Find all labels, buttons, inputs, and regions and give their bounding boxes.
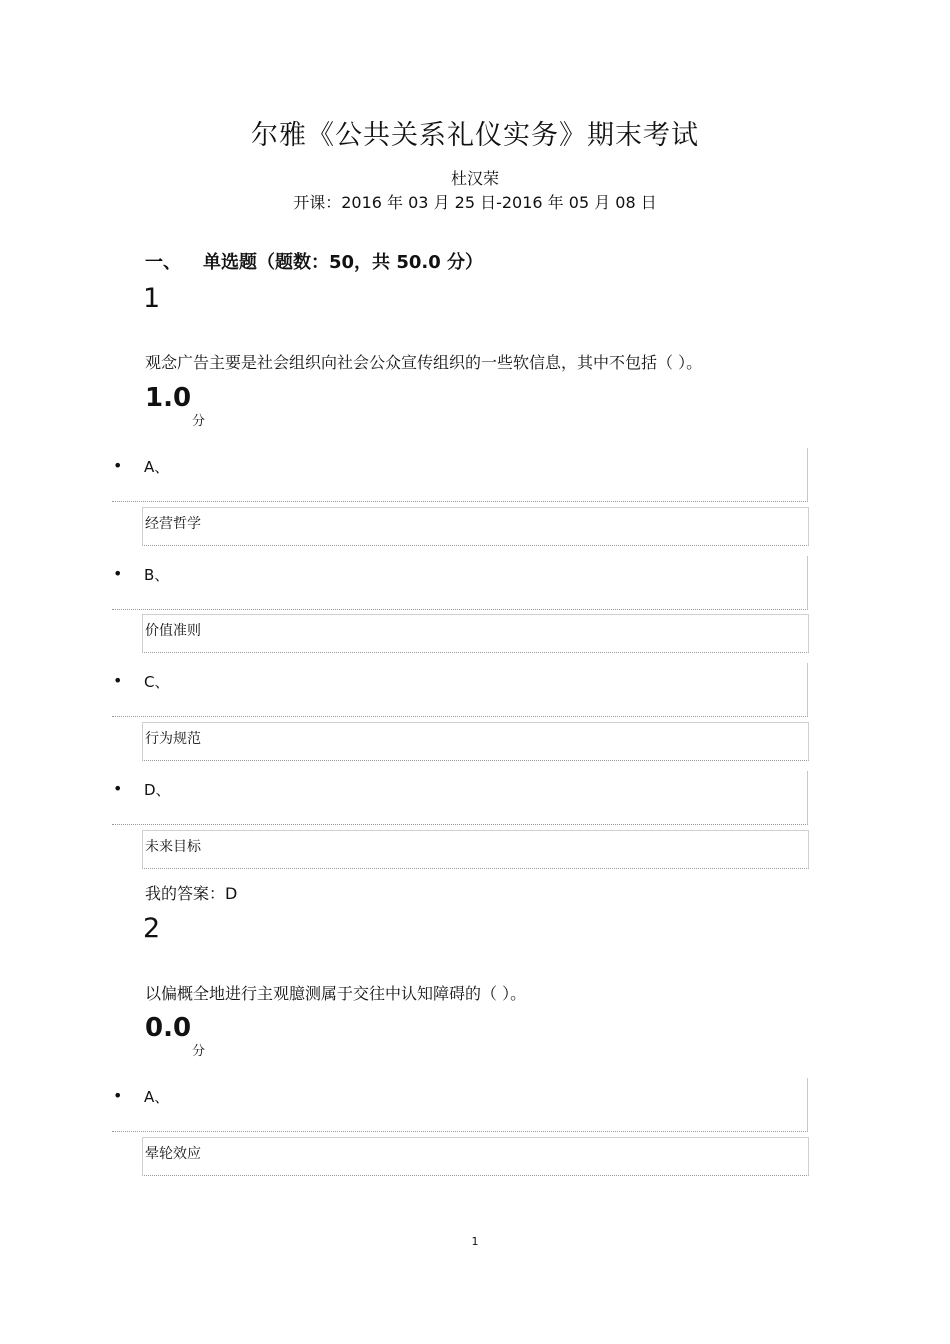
option-text: 经营哲学: [145, 516, 201, 532]
option-row[interactable]: [112, 1078, 808, 1132]
my-answer: 我的答案：D: [145, 884, 238, 903]
option-letter: C、: [144, 673, 170, 691]
question-text: 观念广告主要是社会组织向社会公众宣传组织的一些软信息，其中不包括（ ）。: [145, 353, 703, 372]
option-row[interactable]: [112, 663, 808, 717]
option-text: 行为规范: [145, 731, 201, 747]
bullet-icon: •: [113, 671, 123, 690]
section-heading: [145, 248, 483, 274]
score-unit: 分: [192, 414, 206, 429]
question-number: 2: [143, 913, 161, 944]
course-period: 开课：2016 年 03 月 25 日-2016 年 05 月 08 日: [293, 193, 657, 212]
option-text: 价值准则: [145, 623, 201, 639]
bullet-icon: •: [113, 1086, 123, 1105]
option-answer-box: [142, 507, 809, 546]
option-text: 晕轮效应: [145, 1146, 201, 1162]
option-letter: A、: [144, 1088, 170, 1106]
option-letter: B、: [144, 566, 170, 584]
section-label: 单选题（题数：50，共 50.0 分）: [203, 252, 483, 273]
option-text: 未来目标: [145, 839, 201, 855]
author-name: 杜汉荣: [450, 169, 499, 188]
question-score: 1.0: [145, 383, 192, 413]
section-number: 一、: [145, 252, 181, 273]
option-row[interactable]: [112, 771, 808, 825]
page-number: 1: [471, 1235, 479, 1248]
option-answer-box: [142, 614, 809, 653]
option-answer-box: [142, 830, 809, 869]
score-unit: 分: [192, 1044, 206, 1059]
bullet-icon: •: [113, 564, 123, 583]
bullet-icon: •: [113, 779, 123, 798]
document-title: 尔雅《公共关系礼仪实务》期末考试: [251, 120, 699, 151]
option-row[interactable]: [112, 448, 808, 502]
option-answer-box: [142, 1137, 809, 1176]
option-letter: D、: [144, 781, 171, 799]
bullet-icon: •: [113, 456, 123, 475]
option-letter: A、: [144, 458, 170, 476]
option-row[interactable]: [112, 556, 808, 610]
option-answer-box: [142, 722, 809, 761]
question-text: 以偏概全地进行主观臆测属于交往中认知障碍的（ ）。: [145, 984, 527, 1003]
question-number: 1: [143, 283, 161, 314]
question-score: 0.0: [145, 1013, 192, 1043]
